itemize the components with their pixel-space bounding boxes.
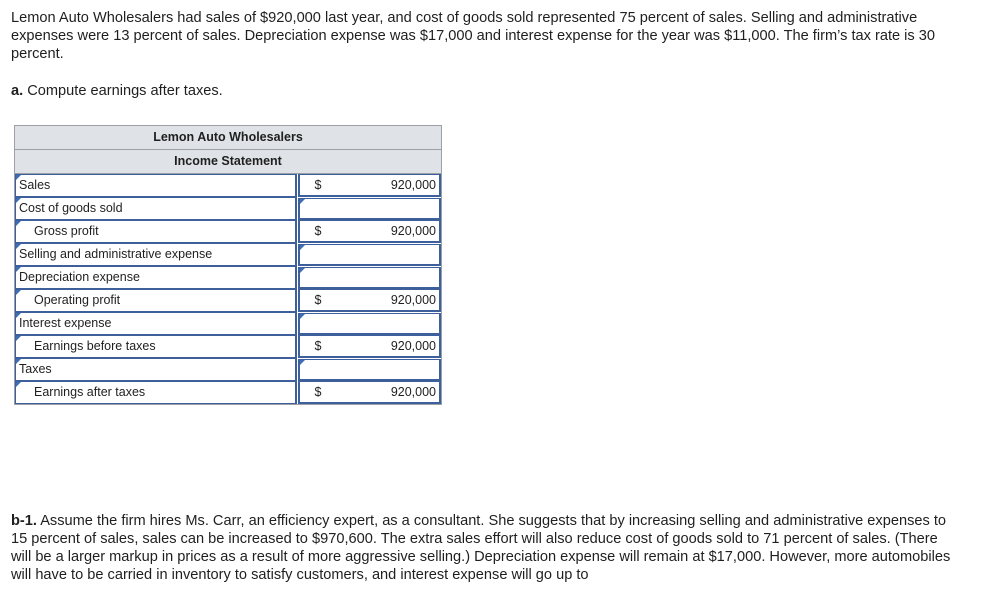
ebt-amount [298, 335, 441, 358]
part-b1-prompt [11, 512, 951, 584]
interest-amount-input[interactable] [298, 313, 441, 335]
currency-symbol: $ [314, 339, 322, 353]
cogs-amount-input[interactable] [298, 198, 441, 220]
part-a-prompt [11, 82, 223, 100]
statement-title: Income Statement [174, 154, 282, 168]
amount-value: 920,000 [390, 385, 436, 399]
amount-value [336, 199, 439, 218]
amount-value [336, 314, 439, 333]
part-b1-text: Assume the firm hires Ms. Carr, an efficiency expert, as a consultant. She suggests that by increasing selling and administrative expenses to 15 percent of sales, sales can be increased to $970,600. The extra sales effort will also reduce cost of goods sold to 71 percent of sales. (There will be a larger markup in prices as a result of more aggressive selling.) Depreciation expense will remain at $17,000. However, more automobiles will have to be carried in inventory to satisfy customers, and interest expense will go up to [11, 513, 951, 583]
eat-amount [298, 381, 441, 404]
selling-admin-amount-input[interactable] [298, 244, 441, 266]
part-a-label: a. [11, 83, 24, 99]
table-row [15, 312, 441, 335]
operating-profit-amount [298, 289, 441, 312]
currency-symbol: $ [314, 385, 322, 399]
table-row [15, 289, 441, 312]
problem-intro: Lemon Auto Wholesalers had sales of $920,000 last year, and cost of goods sold represented 75 percent of sales. Selling and administrative expenses were 13 percent of sales. Depreciation expense was $17,000 and interest expense for the year was $11,000. The firm’s tax rate is 30 percent. [11, 10, 936, 62]
gross-profit-amount [298, 220, 441, 243]
income-statement-table [14, 125, 442, 405]
amount-value [336, 268, 439, 287]
depreciation-amount-input[interactable] [298, 267, 441, 289]
gross-profit-label-dropdown[interactable]: Gross profit [15, 220, 297, 243]
currency-symbol [300, 199, 336, 218]
currency-symbol [300, 314, 336, 333]
sales-amount-input[interactable] [298, 174, 441, 197]
sales-label-dropdown[interactable]: Sales [15, 174, 297, 197]
table-row [15, 381, 441, 404]
table-row [15, 358, 441, 381]
part-b1-label: b-1. [11, 513, 37, 529]
currency-symbol [300, 268, 336, 287]
table-row [15, 197, 441, 220]
currency-symbol: $ [314, 293, 322, 307]
currency-symbol: $ [314, 178, 322, 192]
currency-symbol [300, 245, 336, 264]
interest-label-dropdown[interactable]: Interest expense [15, 312, 297, 335]
depreciation-label-dropdown[interactable]: Depreciation expense [15, 266, 297, 289]
table-row [15, 220, 441, 243]
selling-admin-label-dropdown[interactable]: Selling and administrative expense [15, 243, 297, 266]
amount-value [336, 360, 439, 379]
table-row [15, 243, 441, 266]
taxes-label-dropdown[interactable]: Taxes [15, 358, 297, 381]
ebt-label-dropdown[interactable]: Earnings before taxes [15, 335, 297, 358]
table-row [15, 266, 441, 289]
table-row [15, 174, 441, 197]
amount-value: 920,000 [390, 178, 436, 192]
eat-label-dropdown[interactable]: Earnings after taxes [15, 381, 297, 404]
statement-title-header [15, 150, 441, 174]
statement-company: Lemon Auto Wholesalers [153, 130, 303, 144]
statement-company-header [15, 126, 441, 150]
amount-value: 920,000 [390, 339, 436, 353]
part-a-text: Compute earnings after taxes. [23, 83, 223, 99]
table-row [15, 335, 441, 358]
currency-symbol [300, 360, 336, 379]
currency-symbol: $ [314, 224, 322, 238]
amount-value [336, 245, 439, 264]
cogs-label-dropdown[interactable]: Cost of goods sold [15, 197, 297, 220]
taxes-amount-input[interactable] [298, 359, 441, 381]
amount-value: 920,000 [390, 224, 436, 238]
operating-profit-label-dropdown[interactable]: Operating profit [15, 289, 297, 312]
amount-value: 920,000 [390, 293, 436, 307]
